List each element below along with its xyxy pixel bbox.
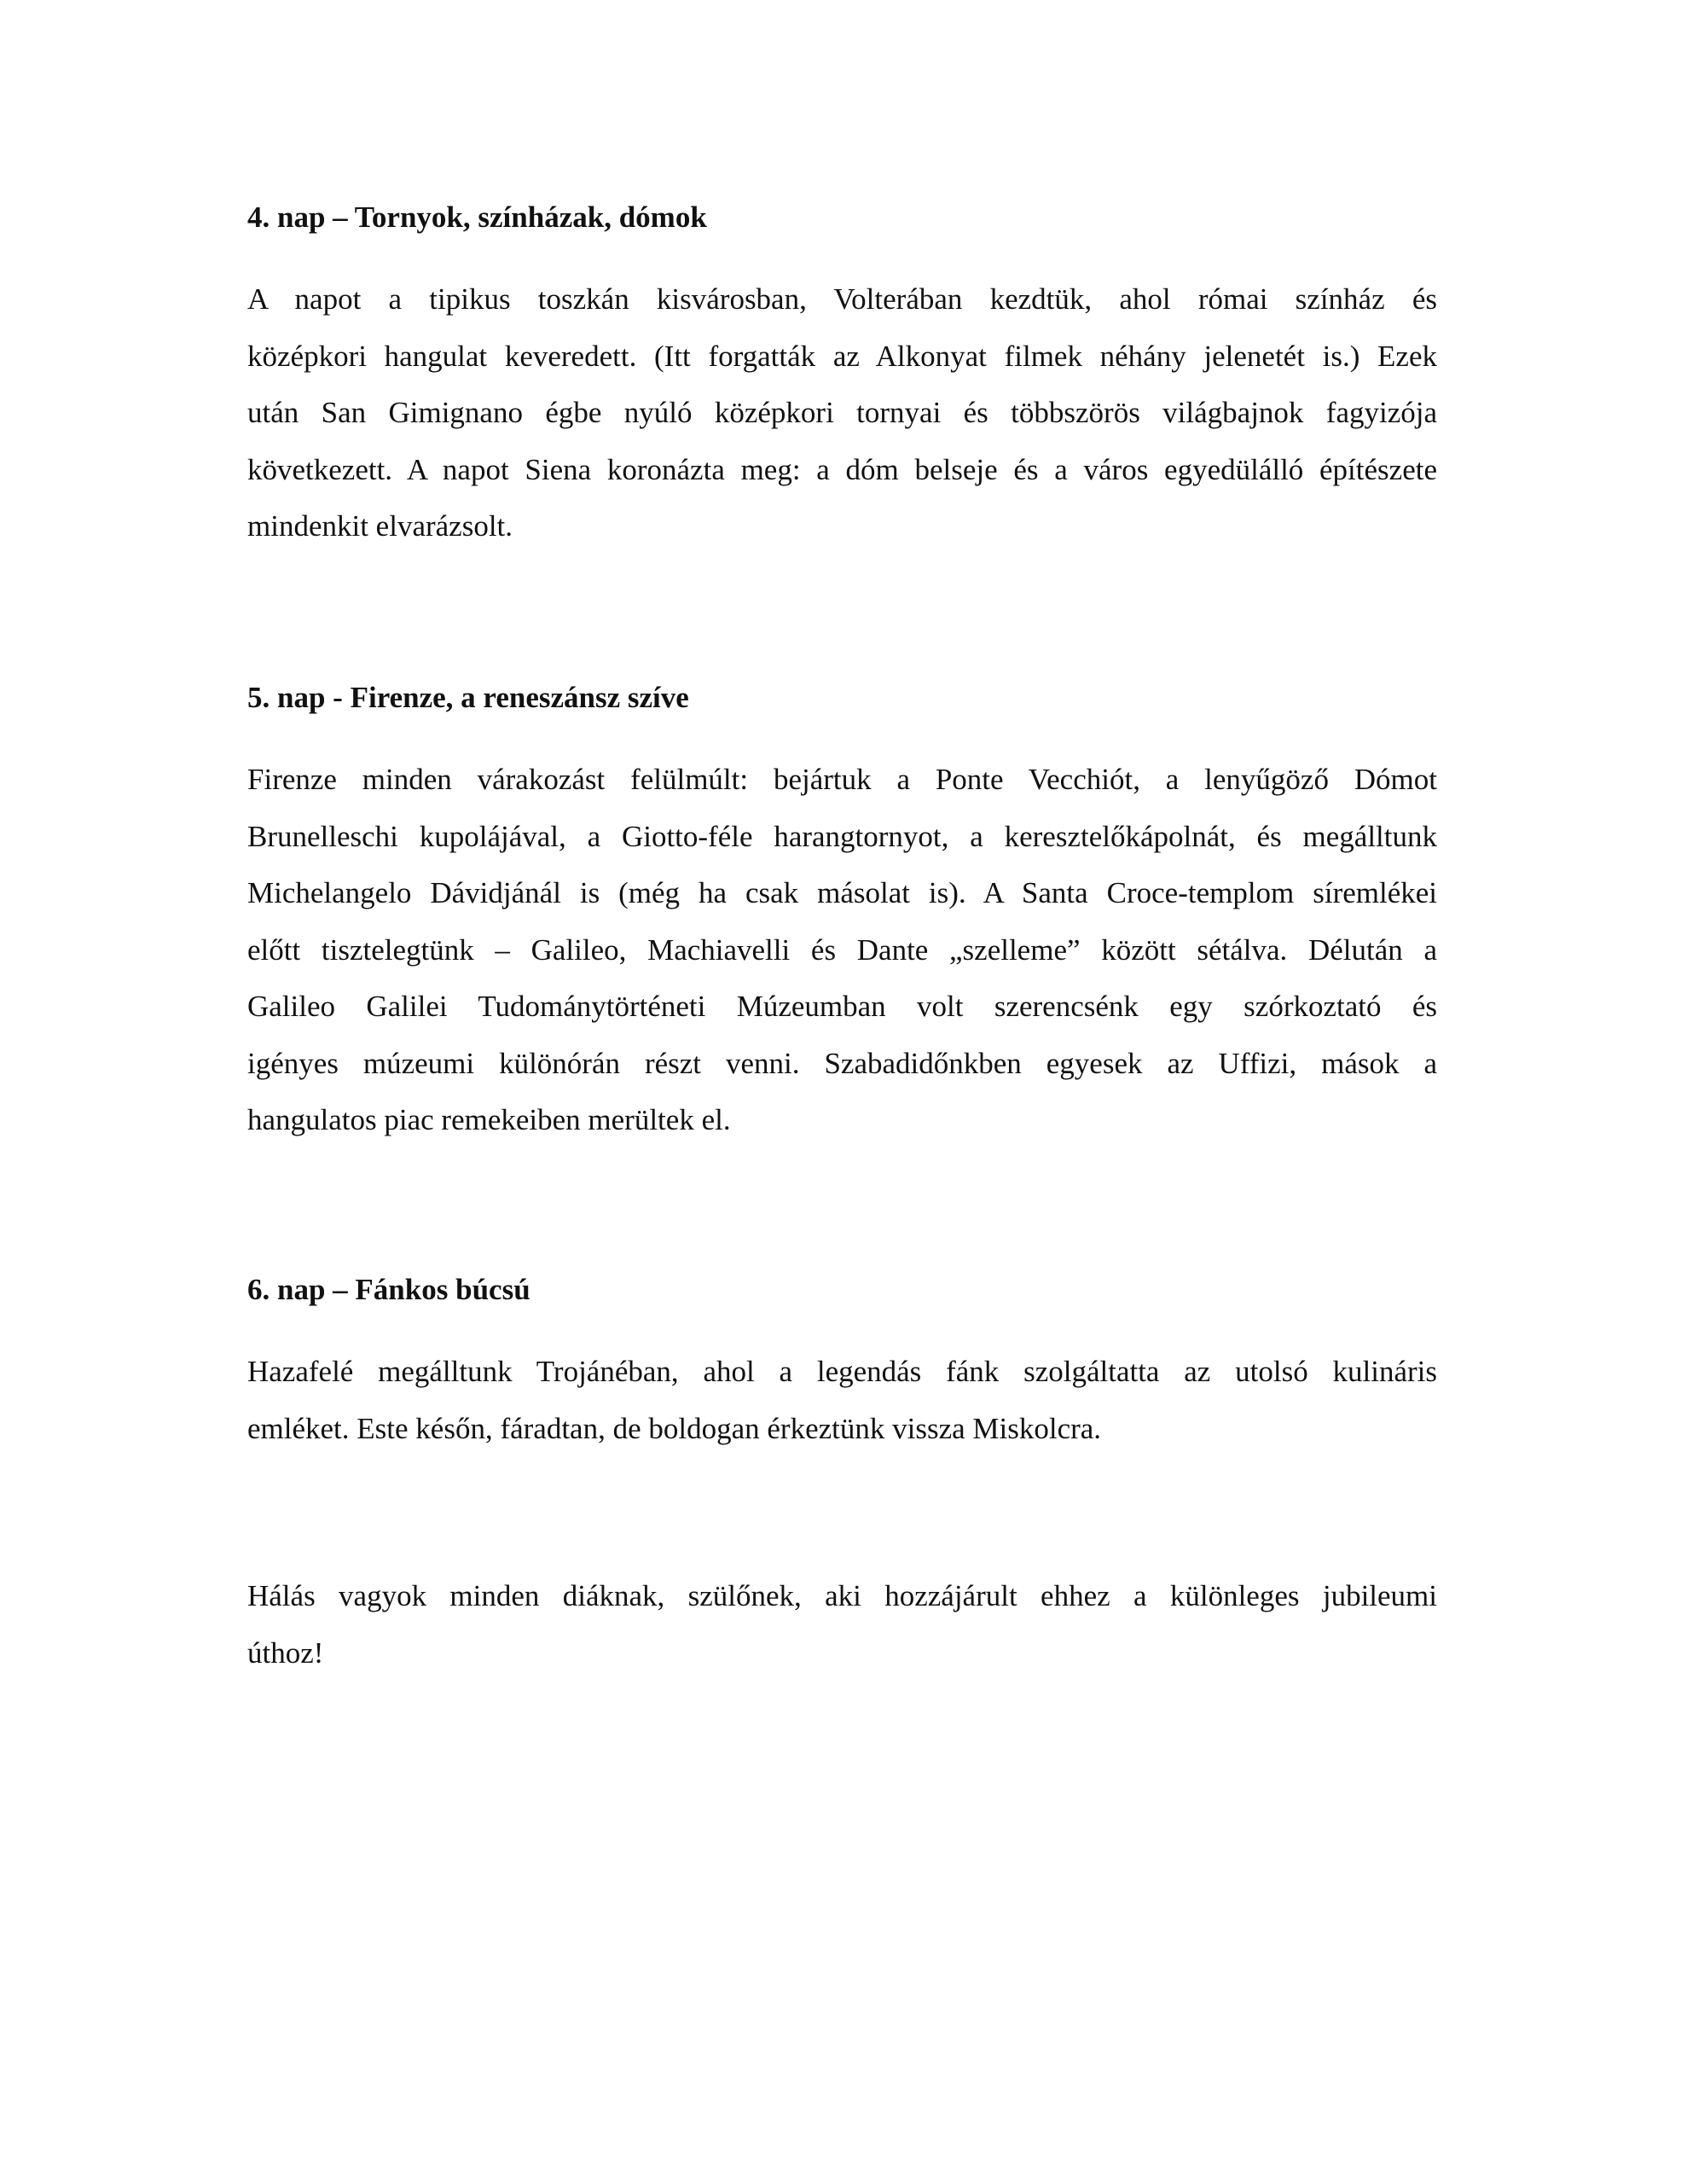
section-heading-day-5: 5. nap - Firenze, a reneszánsz szíve: [247, 681, 689, 714]
paragraph-line: Michelangelo Dávidjánál is (még ha csak másolat is). A Santa Croce-templom síremlékei: [247, 876, 1437, 909]
paragraph-line: mindenkit elvarázsolt.: [247, 509, 513, 543]
closing-paragraph: [247, 1568, 1437, 1682]
paragraph-line: emléket. Este későn, fáradtan, de boldogan érkeztünk vissza Miskolcra.: [247, 1411, 1102, 1445]
section-heading-day-4: 4. nap – Tornyok, színházak, dómok: [247, 200, 707, 234]
paragraph-line: előtt tisztelegtünk – Galileo, Machiavelli és Dante „szelleme” között sétálva. Délután a: [247, 932, 1437, 967]
paragraph-line: igényes múzeumi különórán részt venni. Szabadidőnkben egyesek az Uffizi, mások a: [247, 1046, 1437, 1080]
section-paragraph-day-6: [247, 1344, 1437, 1457]
section-paragraph-day-4: [247, 271, 1437, 555]
paragraph-line: Firenze minden várakozást felülmúlt: bejártuk a Ponte Vecchiót, a lenyűgöző Dómot: [247, 763, 1437, 796]
section-heading-day-6: 6. nap – Fánkos búcsú: [247, 1273, 530, 1306]
paragraph-line: következett. A napot Siena koronázta meg: a dóm belseje és a város egyedülálló építészete: [247, 452, 1437, 486]
paragraph-line: Hazafelé megálltunk Trojánéban, ahol a legendás fánk szolgáltatta az utolsó kulináris: [247, 1355, 1437, 1388]
paragraph-line: úthoz!: [247, 1635, 324, 1670]
paragraph-line: után San Gimignano égbe nyúló középkori tornyai és többszörös világbajnok fagyizója: [247, 396, 1437, 429]
paragraph-line: Galileo Galilei Tudománytörténeti Múzeumban volt szerencsénk egy szórkoztató és: [247, 990, 1437, 1023]
paragraph-line: Hálás vagyok minden diáknak, szülőnek, aki hozzájárult ehhez a különleges jubileumi: [247, 1579, 1437, 1612]
paragraph-line: hangulatos piac remekeiben merültek el.: [247, 1103, 731, 1136]
paragraph-line: középkori hangulat keveredett. (Itt forgatták az Alkonyat filmek néhány jelenetét is.) Ezek: [247, 339, 1437, 373]
paragraph-line: Brunelleschi kupolájával, a Giotto-féle harangtornyot, a keresztelőkápolnát, és megálltunk: [247, 819, 1437, 853]
section-paragraph-day-5: [247, 752, 1437, 1149]
paragraph-line: A napot a tipikus toszkán kisvárosban, Volterában kezdtük, ahol római színház és: [247, 282, 1437, 316]
